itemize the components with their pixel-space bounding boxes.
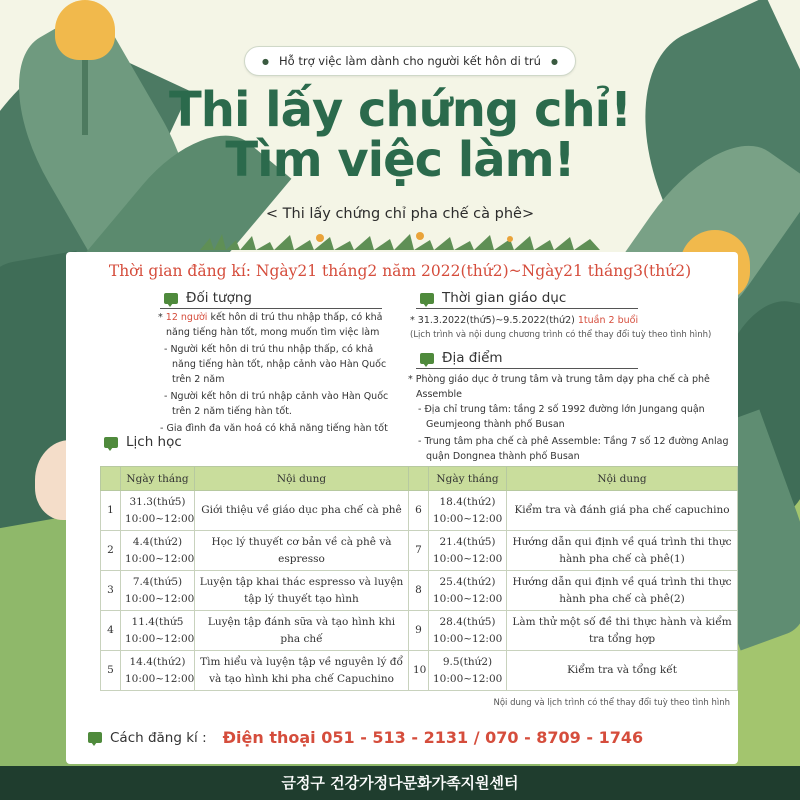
column-header: Ngày tháng: [429, 467, 507, 491]
column-header: Nội dung: [195, 467, 409, 491]
section-location-title: Địa điểm: [420, 350, 503, 366]
table-row: 2 4.4(thứ2) 10:00~12:00 Học lý thuyết cơ bản về cà phê và espresso 7 21.4(thứ5) 10:00~12:00 Hướng dẫn qui định về quá trình thi thực hành pha chế cà phê(1): [101, 531, 738, 571]
column-header: Nội dung: [507, 467, 738, 491]
list-item: - Địa chỉ trung tâm: tầng 2 số 1992 đường lớn Jungang quận Geumjeong thành phố Busan: [418, 404, 705, 430]
chat-bubble-icon: [420, 353, 434, 364]
table-row: 3 7.4(thứ5) 10:00~12:00 Luyện tập khai thác espresso và luyện tập lý thuyết tạo hình 8 25.4(thứ2) 10:00~12:00 Hướng dẫn qui định về quá trình thi thực hành pha chế cà phê(2): [101, 571, 738, 611]
chat-bubble-icon: [104, 437, 118, 448]
section-education-title: Thời gian giáo dục: [420, 290, 566, 306]
location-list: [408, 372, 738, 464]
education-note: (Lịch trình và nội dung chương trình có thể thay đổi tuỳ theo tình hình): [410, 330, 712, 340]
list-item: * Phòng giáo dục ở trung tâm và trung tâm dạy pha chế cà phê Assemble: [408, 374, 710, 400]
chat-bubble-icon: [420, 293, 434, 304]
list-item: - Gia đình đa văn hoá có khả năng tiếng hàn tốt: [160, 423, 388, 434]
list-item: * 12 người kết hôn di trú thu nhập thấp, có khả năng tiếng hàn tốt, mong muốn tìm việc làm: [158, 312, 383, 338]
subtitle-pill: [244, 46, 576, 76]
bullet-icon: ●: [550, 56, 558, 66]
chat-bubble-icon: [88, 732, 102, 743]
subtitle-text: Hỗ trợ việc làm dành cho người kết hôn di trú: [279, 54, 541, 68]
chat-bubble-icon: [164, 293, 178, 304]
column-header: Ngày tháng: [121, 467, 195, 491]
grass-decoration: [200, 230, 600, 250]
list-item: - Người kết hôn di trú nhập cảnh vào Hàn Quốc trên 2 năm tiếng hàn tốt.: [164, 391, 389, 417]
education-info: [410, 313, 740, 343]
table-row: 4 11.4(thứ5 10:00~12:00 Luyện tập đánh sữa và tạo hình khi pha chế 9 28.4(thứ5) 10:00~12:00 Làm thử một số đề thi thực hành và kiểm tra tổng hợp: [101, 611, 738, 651]
tagline: < Thi lấy chứng chỉ pha chế cà phê>: [265, 206, 535, 222]
divider: [160, 308, 382, 309]
education-dates: * 31.3.2022(thứ5)~9.5.2022(thứ2) 1tuần 2 buổi: [410, 315, 639, 326]
main-title-line2: Tìm việc làm!: [225, 132, 575, 188]
footer-organization: 금정구 건강가정다문화가족지원센터: [0, 766, 800, 800]
target-list: [158, 310, 390, 436]
section-target-title: Đối tượng: [164, 290, 252, 306]
list-item: - Trung tâm pha chế cà phê Assemble: Tầng 7 số 12 đường Anlag quận Dongnea thành phố Busan: [418, 436, 729, 462]
registration: [88, 728, 643, 747]
bullet-icon: ●: [262, 56, 270, 66]
divider: [416, 368, 638, 369]
table-row: 5 14.4(thứ2) 10:00~12:00 Tìm hiểu và luyện tập về nguyên lý đổ và tạo hình khi pha chế Capuchino 10 9.5(thứ2) 10:00~12:00 Kiểm tra và tổng kết: [101, 651, 738, 691]
section-schedule-title: Lịch học: [104, 434, 182, 450]
registration-period: Thời gian đăng kí: Ngày21 tháng2 năm 2022(thứ2)~Ngày21 tháng3(thứ2): [108, 262, 692, 280]
schedule-footnote: Nội dung và lịch trình có thể thay đổi tuỳ theo tình hình: [493, 698, 730, 708]
main-title-line1: Thi lấy chứng chỉ!: [169, 82, 631, 138]
registration-label: Cách đăng kí :: [110, 729, 207, 746]
list-item: - Người kết hôn di trú thu nhập thấp, có khả năng tiếng hàn tốt, nhập cảnh vào Hàn Quốc trên 2 năm: [164, 344, 387, 385]
registration-phone: Điện thoại 051 - 513 - 2131 / 070 - 8709 - 1746: [222, 728, 644, 747]
table-header-row: [101, 467, 738, 491]
schedule-table: [100, 466, 738, 691]
table-row: 1 31.3(thứ5) 10:00~12:00 Giới thiệu về giáo dục pha chế cà phê 6 18.4(thứ2) 10:00~12:00 Kiểm tra và đánh giá pha chế capuchino: [101, 491, 738, 531]
divider: [416, 308, 638, 309]
